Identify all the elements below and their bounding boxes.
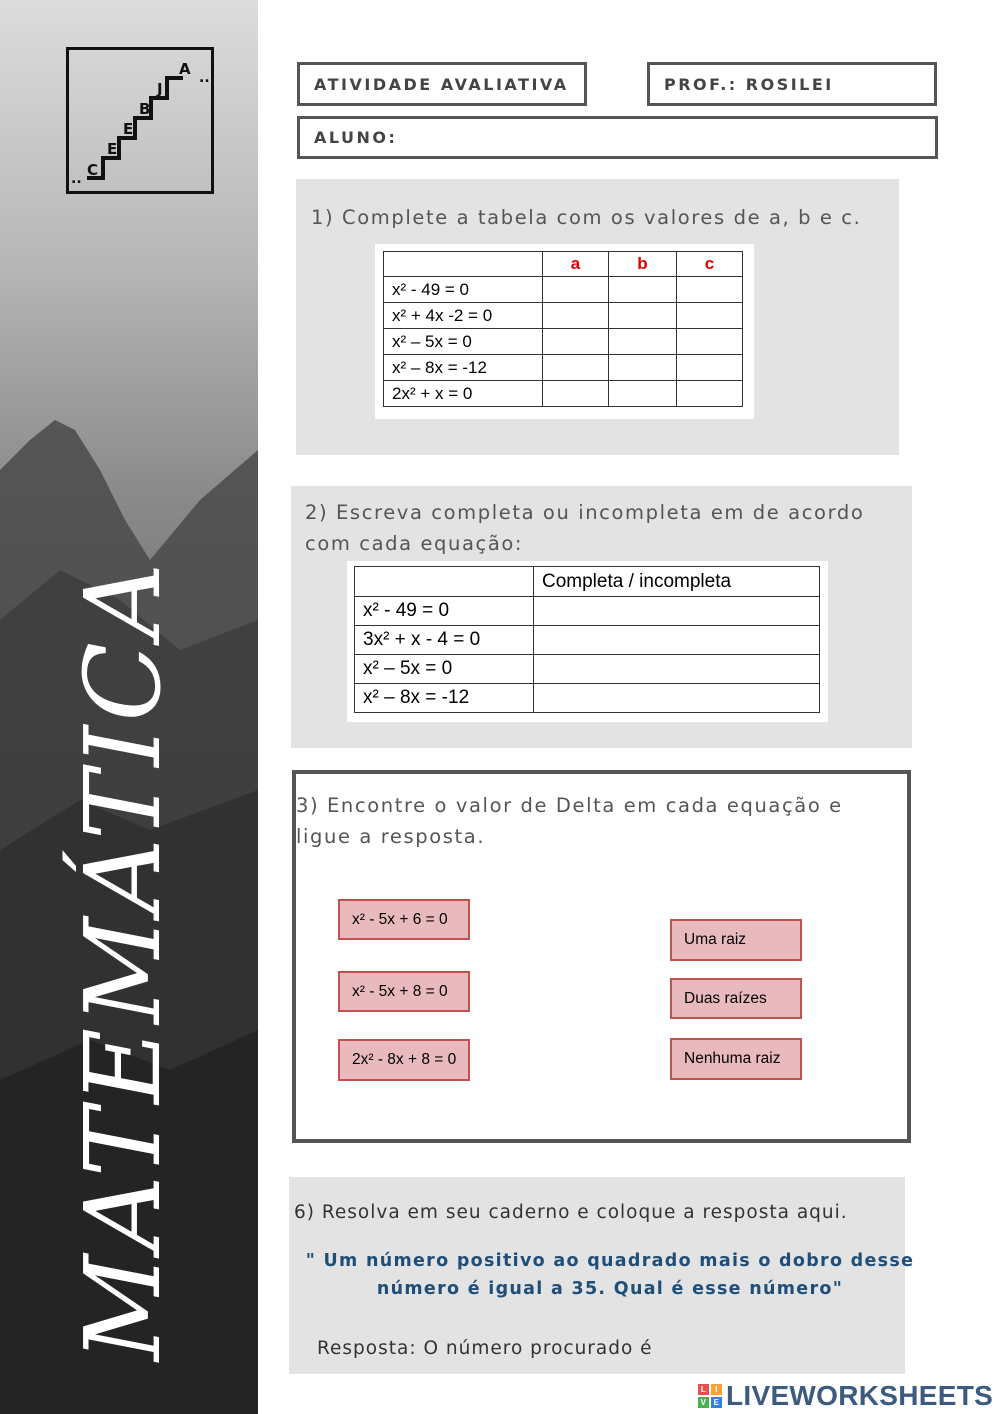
icon-tile: L [698, 1384, 709, 1395]
answer-cell-c[interactable] [677, 355, 743, 381]
equation-cell: 2x² + x = 0 [384, 381, 543, 407]
equation-cell: x² - 49 = 0 [355, 597, 534, 626]
equation-cell: x² – 5x = 0 [384, 329, 543, 355]
table-row [384, 277, 743, 303]
answer-cell-a[interactable] [543, 381, 609, 407]
table-row [355, 597, 820, 626]
activity-label-box [297, 62, 587, 106]
logo-letter: E [123, 120, 134, 138]
blank-header [355, 567, 534, 597]
answer-label: Resposta: O número procurado é [317, 1338, 653, 1359]
table-row [384, 355, 743, 381]
column-c-header: c [677, 252, 743, 277]
answer-card-one-root[interactable]: Uma raiz [670, 919, 802, 961]
question-2-text: 2) Escreva completa ou incompleta em de acordo com cada equação: [305, 501, 865, 555]
equation-cell: x² – 5x = 0 [355, 655, 534, 684]
equation-cell: x² – 8x = -12 [384, 355, 543, 381]
student-label: ALUNO: [314, 128, 398, 147]
equation-cell: x² - 49 = 0 [384, 277, 543, 303]
abc-table [383, 251, 743, 407]
svg-text:..: .. [199, 70, 210, 86]
answer-cell-c[interactable] [677, 329, 743, 355]
table-row [384, 381, 743, 407]
subject-title: MATEMÁTICA [62, 558, 184, 1362]
logo-letter: A [179, 60, 191, 78]
question-1-text: 1) Complete a tabela com os valores de a, b e c. [311, 206, 862, 229]
answer-card-two-roots[interactable]: Duas raízes [670, 978, 802, 1019]
answer-cell-b[interactable] [608, 303, 676, 329]
column-b-header: b [608, 252, 676, 277]
table-row [355, 684, 820, 713]
svg-text:..: .. [71, 171, 82, 187]
answer-cell-a[interactable] [543, 277, 609, 303]
answer-cell-a[interactable] [543, 329, 609, 355]
equation-cell: x² + 4x -2 = 0 [384, 303, 543, 329]
liveworksheets-icon [698, 1384, 722, 1408]
question-6-text: 6) Resolva em seu caderno e coloque a resposta aqui. [294, 1202, 848, 1223]
classification-cell[interactable] [534, 597, 820, 626]
question-3-text: 3) Encontre o valor de Delta em cada equação e ligue a resposta. [296, 794, 843, 848]
icon-tile: V [698, 1397, 709, 1408]
answer-cell-a[interactable] [543, 355, 609, 381]
table-row [384, 329, 743, 355]
logo-letter: E [107, 140, 118, 158]
icon-tile: I [711, 1384, 722, 1395]
column-a-header: a [543, 252, 609, 277]
complete-incomplete-table [354, 566, 820, 713]
answer-cell-a[interactable] [543, 303, 609, 329]
sidebar [0, 0, 258, 1414]
teacher-label: PROF.: ROSILEI [664, 74, 834, 94]
answer-cell-b[interactable] [608, 381, 676, 407]
blank-header [384, 252, 543, 277]
logo-letter: J [157, 80, 163, 98]
table-row [355, 626, 820, 655]
logo-letter: B [139, 100, 151, 118]
classification-cell[interactable] [534, 626, 820, 655]
equation-cell: 3x² + x - 4 = 0 [355, 626, 534, 655]
answer-cell-c[interactable] [677, 381, 743, 407]
answer-cell-c[interactable] [677, 277, 743, 303]
answer-cell-b[interactable] [608, 355, 676, 381]
logo-letter: C [87, 161, 99, 179]
equation-card-1[interactable]: x² - 5x + 6 = 0 [338, 899, 470, 940]
answer-cell-b[interactable] [608, 277, 676, 303]
answer-card-no-root[interactable]: Nenhuma raiz [670, 1038, 802, 1080]
equation-card-3[interactable]: 2x² - 8x + 8 = 0 [338, 1039, 470, 1081]
classification-cell[interactable] [534, 655, 820, 684]
problem-quote-line-1: " Um número positivo ao quadrado mais o dobro desse [305, 1251, 915, 1271]
classification-cell[interactable] [534, 684, 820, 713]
staircase-icon [69, 50, 211, 191]
student-name-field[interactable] [297, 116, 938, 159]
answer-input[interactable] [650, 1334, 890, 1362]
problem-quote-line-2: número é igual a 35. Qual é esse número" [376, 1279, 844, 1299]
equation-cell: x² – 8x = -12 [355, 684, 534, 713]
teacher-label-box [647, 62, 937, 106]
activity-label: ATIVIDADE AVALIATIVA [314, 74, 569, 94]
classification-header: Completa / incompleta [534, 567, 820, 597]
brand-name: LIVEWORKSHEETS [726, 1380, 994, 1411]
liveworksheets-logo [698, 1380, 993, 1412]
school-logo [66, 47, 214, 194]
equation-card-2[interactable]: x² - 5x + 8 = 0 [338, 971, 470, 1012]
table-row [355, 655, 820, 684]
table-row [384, 303, 743, 329]
icon-tile: E [711, 1397, 722, 1408]
answer-cell-b[interactable] [608, 329, 676, 355]
answer-cell-c[interactable] [677, 303, 743, 329]
